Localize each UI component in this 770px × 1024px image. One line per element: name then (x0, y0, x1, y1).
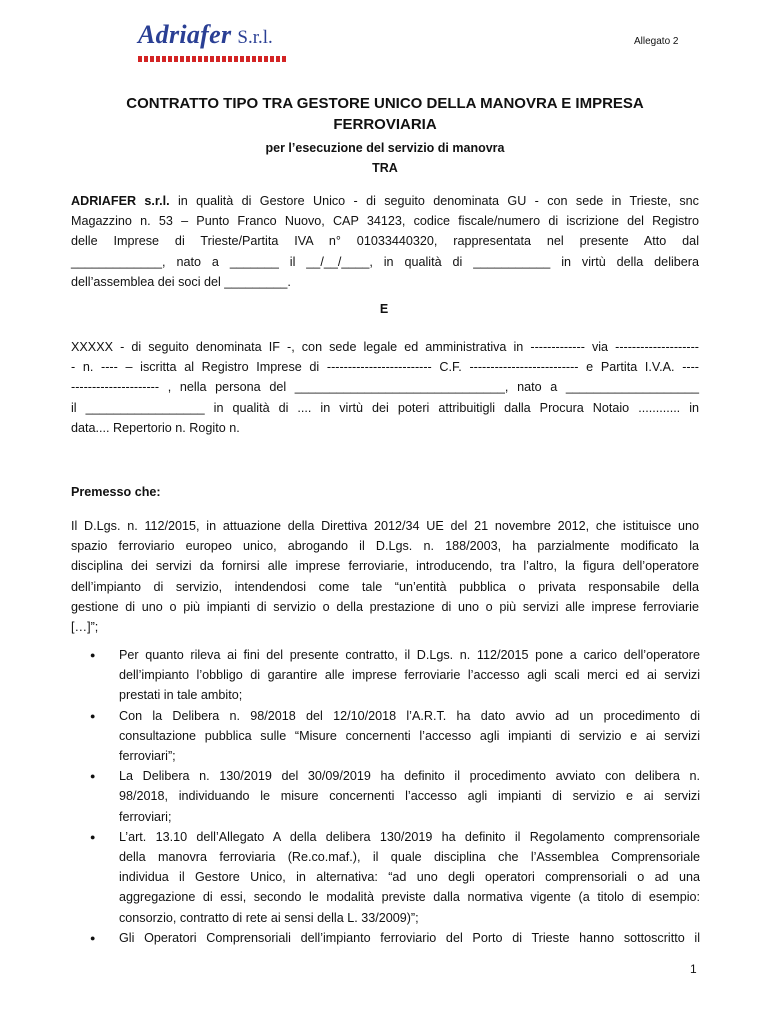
party-2-paragraph (71, 337, 699, 438)
title-line-2: FERROVIARIA (333, 116, 437, 133)
party-2-line-5: data.... Repertorio n. Rogito n. (71, 420, 240, 435)
logo-name: Adriafer (138, 20, 232, 49)
premesso-line-3: disciplina dei servizi da fornirsi alle imprese ferroviarie, introducendo, tra l’altro, la figura dell’operatore (71, 559, 699, 574)
party-1-paragraph (71, 191, 699, 292)
premesso-bullet-list (88, 645, 700, 948)
logo-suffix: S.r.l. (237, 27, 273, 48)
party-1-line-3: delle Imprese di Trieste/Partita IVA n° 01033440320, rappresentata nel presente Atto dal (71, 234, 699, 249)
party-1-line-5: dell’assemblea dei soci del _________. (71, 274, 291, 289)
party-1-line-4: _____________, nato a _______ il __/__/____, in qualità di ___________ in virtù della delibera (71, 254, 699, 269)
premesso-line-2: spazio ferroviario europeo unico, abrogando il D.Lgs. n. 188/2003, ha parzialmente modificato la (71, 539, 699, 554)
premesso-line-4: dell’impianto di servizio, intendendosi come tale “un’entità pubblica o privata responsabile della (71, 579, 699, 594)
party-1-name: ADRIAFER s.r.l. (71, 194, 170, 208)
bullet-item: ● La Delibera n. 130/2019 del 30/09/2019 ha definito il procedimento avviato con delibera n. 98/2018, individuando le misure concernenti l’accesso agli impianti di servizio e ai servizi ferroviari; (88, 766, 700, 827)
page-number: 1 (690, 962, 697, 976)
allegato-label: Allegato 2 (634, 36, 679, 47)
tra-label: TRA (372, 161, 398, 175)
premesso-heading: Premesso che: (71, 485, 161, 499)
premesso-line-1: Il D.Lgs. n. 112/2015, in attuazione della Direttiva 2012/34 UE del 21 novembre 2012, che istituisce uno (71, 519, 699, 533)
party-2-line-4: il _________________ in qualità di .... in virtù dei poteri attribuitigli dalla Procura Notaio ............ in (71, 400, 699, 415)
party-2-line-3: --------------------- , nella persona del ______________________________, nato a ___________________ (71, 380, 699, 395)
party-1-line-1: ADRIAFER s.r.l. in qualità di Gestore Unico - di seguito denominata GU - con sede in Trieste, snc (71, 194, 699, 208)
party-1-line-2: Magazzino n. 53 – Punto Franco Nuovo, CAP 34123, codice fiscale/numero di iscrizione del Registro (71, 214, 699, 229)
separator-e: E (379, 302, 389, 316)
bullet-item: ● Per quanto rileva ai fini del presente contratto, il D.Lgs. n. 112/2015 pone a carico dell’operatore dell’impianto l’obbligo di garantire alle imprese ferroviarie l’accesso agli scali merci ed ai servizi prestati in tale ambito; (88, 645, 700, 706)
title-line-1: CONTRATTO TIPO TRA GESTORE UNICO DELLA MANOVRA E IMPRESA (126, 95, 644, 112)
party-2-line-1: XXXXX - di seguito denominata IF -, con sede legale ed amministrativa in ------------- via -------------------- (71, 340, 699, 354)
document-title (100, 93, 670, 135)
bullet-item: ● Con la Delibera n. 98/2018 del 12/10/2018 l’A.R.T. ha dato avvio ad un procedimento di consultazione pubblica sulle “Misure concernenti l’accesso agli impianti di servizio e ai servizi ferroviari”; (88, 706, 700, 767)
company-logo (138, 20, 273, 50)
logo-underline (138, 56, 286, 62)
bullet-item: ● Gli Operatori Comprensoriali dell’impianto ferroviario del Porto di Trieste hanno sottoscritto il (88, 928, 700, 948)
document-subtitle: per l’esecuzione del servizio di manovra (265, 141, 505, 155)
premesso-line-6: […]”; (71, 620, 99, 635)
premesso-line-5: gestione di uno o più impianti di servizio o della prestazione di uno o più servizi alle imprese ferroviarie (71, 599, 699, 614)
bullet-item: ● L’art. 13.10 dell’Allegato A della delibera 130/2019 ha definito il Regolamento comprensoriale della manovra ferroviaria (Re.co.maf.), il quale disciplina che l’Assemblea Comprensoriale individua il Gestore Unico, in alternativa: “ad uno degli operatori comprensoriali o ad una aggregazione di essi, secondo le modalità previste dalla normativa vigente (a titolo di esempio: consorzio, contratto di rete ai sensi della L. 33/2009)”; (88, 827, 700, 928)
premesso-paragraph (71, 516, 699, 637)
party-2-line-2: - n. ---- – iscritta al Registro Imprese di ------------------------- C.F. -------------------------- e Partita I.V.A. ---- (71, 360, 699, 375)
